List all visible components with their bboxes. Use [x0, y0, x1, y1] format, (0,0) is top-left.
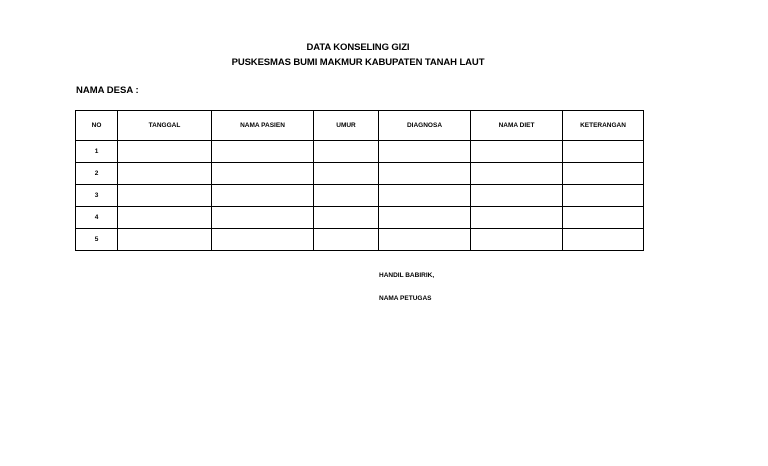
- cell-umur: [314, 185, 379, 207]
- cell-tanggal: [118, 185, 212, 207]
- cell-no: 1: [76, 141, 118, 163]
- signature-officer-label: NAMA PETUGAS: [379, 295, 432, 302]
- table-row: [76, 229, 644, 251]
- cell-tanggal: [118, 163, 212, 185]
- table-header-row: [76, 111, 644, 141]
- cell-umur: [314, 163, 379, 185]
- cell-diagnosa: [379, 229, 471, 251]
- col-header-tanggal: TANGGAL: [118, 111, 212, 141]
- cell-keterangan: [563, 229, 644, 251]
- cell-tanggal: [118, 207, 212, 229]
- cell-nama-diet: [471, 207, 563, 229]
- table-row: [76, 163, 644, 185]
- cell-nama-diet: [471, 229, 563, 251]
- cell-umur: [314, 229, 379, 251]
- cell-tanggal: [118, 141, 212, 163]
- cell-nama-pasien: [212, 207, 314, 229]
- cell-umur: [314, 207, 379, 229]
- document-subtitle: PUSKESMAS BUMI MAKMUR KABUPATEN TANAH LAUT: [231, 57, 485, 68]
- document-title: DATA KONSELING GIZI: [306, 42, 410, 53]
- signature-place: HANDIL BABIRIK,: [379, 272, 435, 279]
- cell-keterangan: [563, 185, 644, 207]
- cell-umur: [314, 141, 379, 163]
- col-header-nama-diet: NAMA DIET: [471, 111, 563, 141]
- col-header-umur: UMUR: [314, 111, 379, 141]
- cell-keterangan: [563, 163, 644, 185]
- col-header-diagnosa: DIAGNOSA: [379, 111, 471, 141]
- cell-nama-pasien: [212, 141, 314, 163]
- desa-label: NAMA DESA :: [76, 85, 139, 96]
- cell-nama-diet: [471, 185, 563, 207]
- cell-diagnosa: [379, 141, 471, 163]
- cell-tanggal: [118, 229, 212, 251]
- cell-no: 3: [76, 185, 118, 207]
- counseling-table: [75, 110, 644, 251]
- col-header-keterangan: KETERANGAN: [563, 111, 644, 141]
- cell-keterangan: [563, 141, 644, 163]
- cell-nama-diet: [471, 141, 563, 163]
- cell-nama-diet: [471, 163, 563, 185]
- cell-no: 2: [76, 163, 118, 185]
- cell-diagnosa: [379, 185, 471, 207]
- cell-diagnosa: [379, 207, 471, 229]
- cell-no: 5: [76, 229, 118, 251]
- cell-no: 4: [76, 207, 118, 229]
- table-row: [76, 185, 644, 207]
- cell-nama-pasien: [212, 163, 314, 185]
- col-header-nama-pasien: NAMA PASIEN: [212, 111, 314, 141]
- table-row: [76, 141, 644, 163]
- col-header-no: NO: [76, 111, 118, 141]
- cell-nama-pasien: [212, 185, 314, 207]
- cell-diagnosa: [379, 163, 471, 185]
- cell-nama-pasien: [212, 229, 314, 251]
- table-row: [76, 207, 644, 229]
- cell-keterangan: [563, 207, 644, 229]
